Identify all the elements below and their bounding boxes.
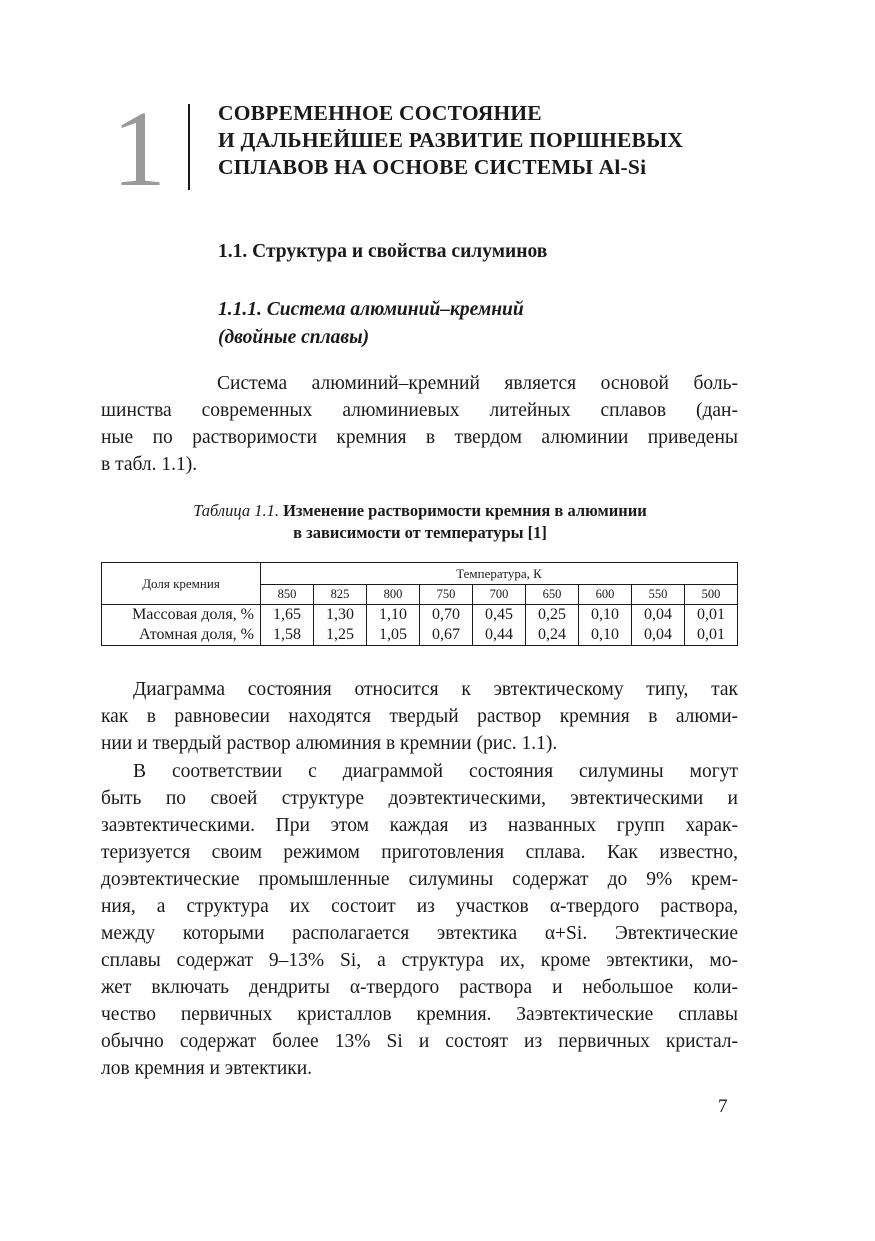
row-label: Атомная доля, % [102,625,261,646]
table-row [102,605,738,626]
table-cell: 0,67 [420,625,473,646]
table-cell: 1,10 [367,605,420,626]
paragraph-line: ния, а структура их состоит из участков α-твердого раствора, [101,896,738,917]
temperature-cell: 550 [632,585,685,605]
chapter-title-line: И ДАЛЬНЕЙШЕЕ РАЗВИТИЕ ПОРШНЕВЫХ [218,128,684,152]
temperature-header-cell: Температура, К [261,563,738,585]
paragraph-intro [101,370,738,478]
table-cell: 0,25 [526,605,579,626]
temperature-cell: 850 [261,585,314,605]
table-cell: 0,04 [632,625,685,646]
table-row [102,625,738,646]
section-title: 1.1. Структура и свойства силуминов [218,241,548,262]
subsection-title-line: (двойные сплавы) [218,327,370,348]
temperature-cell: 700 [473,585,526,605]
table-cell: 0,01 [685,625,738,646]
temperature-cell: 750 [420,585,473,605]
table-cell: 0,24 [526,625,579,646]
paragraph-line: в табл. 1.1). [101,454,198,475]
temperature-cell: 650 [526,585,579,605]
temperature-cell: 500 [685,585,738,605]
table-cell: 1,65 [261,605,314,626]
table-cell: 0,10 [579,625,632,646]
table-cell: 1,25 [314,625,367,646]
table-cell: 0,10 [579,605,632,626]
table-caption-title: Изменение растворимости кремния в алюминии [283,501,647,520]
temperature-cell: 800 [367,585,420,605]
table-cell: 1,05 [367,625,420,646]
temperature-cell: 600 [579,585,632,605]
paragraph-structure [101,758,738,1082]
table-cell: 0,44 [473,625,526,646]
table-cell: 1,58 [261,625,314,646]
table-caption [100,500,740,544]
paragraph-line: обычно содержат более 13% Si и состоят из первичных кристал- [101,1031,738,1052]
paragraph-line: быть по своей структуре доэвтектическими, эвтектическими и [101,788,738,809]
chapter-number: 1 [112,90,166,209]
paragraph-line: сплавы содержат 9–13% Si, а структура их, кроме эвтектики, мо- [101,950,738,971]
paragraph-line: шинства современных алюминиевых литейных сплавов (дан- [101,400,738,421]
table-cell: 0,01 [685,605,738,626]
paragraph-line: теризуется своим режимом приготовления сплава. Как известно, [101,842,738,863]
paragraph-line: В соответствии с диаграммой состояния силумины могут [133,761,738,782]
row-label: Массовая доля, % [102,605,261,626]
paragraph-line: Диаграмма состояния относится к эвтектическому типу, так [133,679,738,700]
table-cell: 1,30 [314,605,367,626]
temperature-cell: 825 [314,585,367,605]
table-caption-label: Таблица 1.1. [193,501,279,520]
paragraph-line: как в равновесии находятся твердый раствор кремния в алюми- [101,706,738,727]
paragraph-line: доэвтектические промышленные силумины содержат до 9% крем- [101,869,738,890]
paragraph-line: жет включать дендриты α-твердого раствора и небольшое коли- [101,977,738,998]
chapter-title [218,100,758,181]
subsection-title [218,296,524,352]
table-cell: 0,45 [473,605,526,626]
paragraph-line: между которыми располагается эвтектика α+Si. Эвтектические [101,923,738,944]
row-header-cell: Доля кремния [102,563,261,605]
paragraph-line: чество первичных кристаллов кремния. Заэвтектические сплавы [101,1004,738,1025]
paragraph-line: заэвтектическими. При этом каждая из названных групп харак- [101,815,738,836]
table-cell: 0,04 [632,605,685,626]
paragraph-diagram [101,676,738,757]
chapter-divider [188,104,190,190]
table-cell: 0,70 [420,605,473,626]
chapter-title-line: СПЛАВОВ НА ОСНОВЕ СИСТЕМЫ Al-Si [218,155,647,179]
subsection-title-line: 1.1.1. Система алюминий–кремний [218,299,524,320]
paragraph-line: лов кремния и эвтектики. [101,1058,313,1079]
paragraph-line: нии и твердый раствор алюминия в кремнии (рис. 1.1). [101,733,558,754]
chapter-title-line: СОВРЕМЕННОЕ СОСТОЯНИЕ [218,101,542,125]
solubility-table [101,562,738,646]
paragraph-line: ные по растворимости кремния в твердом алюминии приведены [101,427,738,448]
paragraph-line: Система алюминий–кремний является основой боль- [217,373,738,394]
page-number: 7 [718,1096,728,1117]
table-caption-title-cont: в зависимости от температуры [1] [293,523,547,542]
